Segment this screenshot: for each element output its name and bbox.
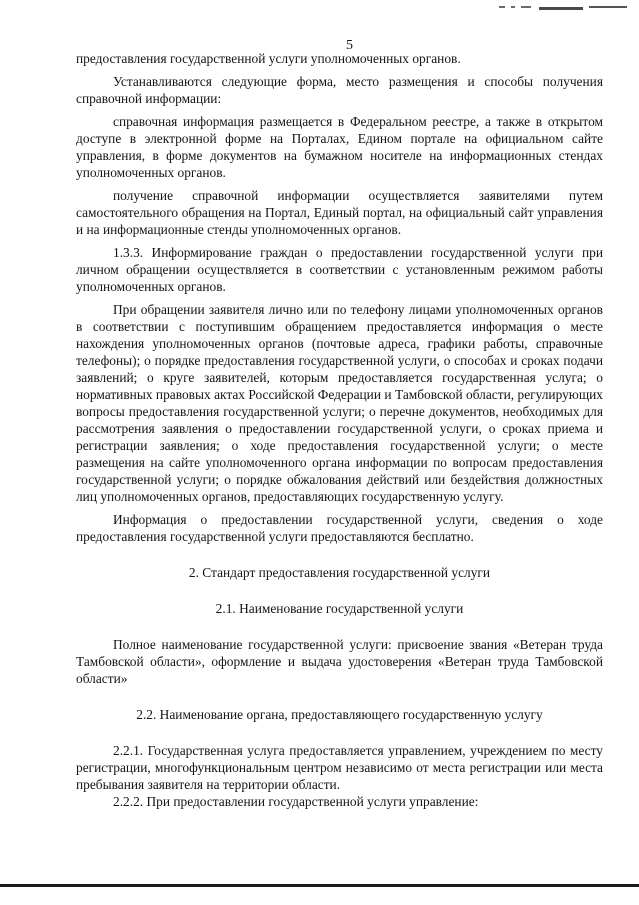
paragraph: 2.2.1. Государственная услуга предоставляется управлением, учреждением по месту регистрации, многофункциональным центром независимо от места регистрации или места пребывания заявителя на территории области. (76, 743, 603, 792)
page-number: 5 (346, 38, 353, 53)
section-heading: 2. Стандарт предоставления государственной услуги (188, 565, 491, 580)
paragraph: справочная информация размещается в Федеральном реестре, а также в открытом доступе в электронной форме на Порталах, Едином портале на официальном сайте управления, в форме документов на бумажном носителе на информационных стендах уполномоченных органов. (76, 114, 603, 180)
paragraph: 1.3.3. Информирование граждан о предоставлении государственной услуги при личном обращении осуществляется в соответствии с установленным режимом работы уполномоченных органов. (76, 245, 603, 294)
subsection-heading: 2.1. Наименование государственной услуги (215, 601, 464, 616)
document-body (76, 50, 603, 810)
bottom-border (0, 884, 639, 887)
paragraph: 2.2.2. При предоставлении государственной услуги управление: (113, 794, 479, 809)
scan-artifact (499, 6, 629, 10)
paragraph: При обращении заявителя лично или по телефону лицами уполномоченных органов в соответствии с поступившим обращением предоставляется информация о месте нахождения уполномоченных органов (почтовые адреса, графики работы, справочные телефоны); о порядке предоставления государственной услуги, о способах и сроках подачи заявлений; о круге заявителей, которым предоставляется государственная услуга; о нормативных правовых актах Российской Федерации и Тамбовской области, регулирующих вопросы предоставления государственной услуги; о перечне документов, необходимых для рассмотрения заявления о предоставлении государственной услуги, о сроках приема и регистрации заявления; о ходе предоставления государственной услуги; о месте размещения на сайте уполномоченного органа информации по вопросам предоставления государственной услуги; о порядке обжалования действий или бездействия должностных лиц уполномоченных органов, предоставляющих государственную услугу. (76, 302, 603, 504)
paragraph: Полное наименование государственной услуги: присвоение звания «Ветеран труда Тамбовской области», оформление и выдача удостоверения «Ветеран труда Тамбовской области» (76, 637, 603, 686)
paragraph: предоставления государственной услуги уполномоченных органов. (76, 51, 461, 66)
subsection-heading: 2.2. Наименование органа, предоставляющего государственную услугу (136, 707, 543, 722)
paragraph: Информация о предоставлении государственной услуги, сведения о ходе предоставления государственной услуги предоставляются бесплатно. (76, 512, 603, 544)
paragraph: Устанавливаются следующие форма, место размещения и способы получения справочной информации: (76, 74, 603, 106)
paragraph: получение справочной информации осуществляется заявителями путем самостоятельного обращения на Портал, Единый портал, на официальный сайт управления и на информационные стенды уполномоченных органов. (76, 188, 603, 237)
